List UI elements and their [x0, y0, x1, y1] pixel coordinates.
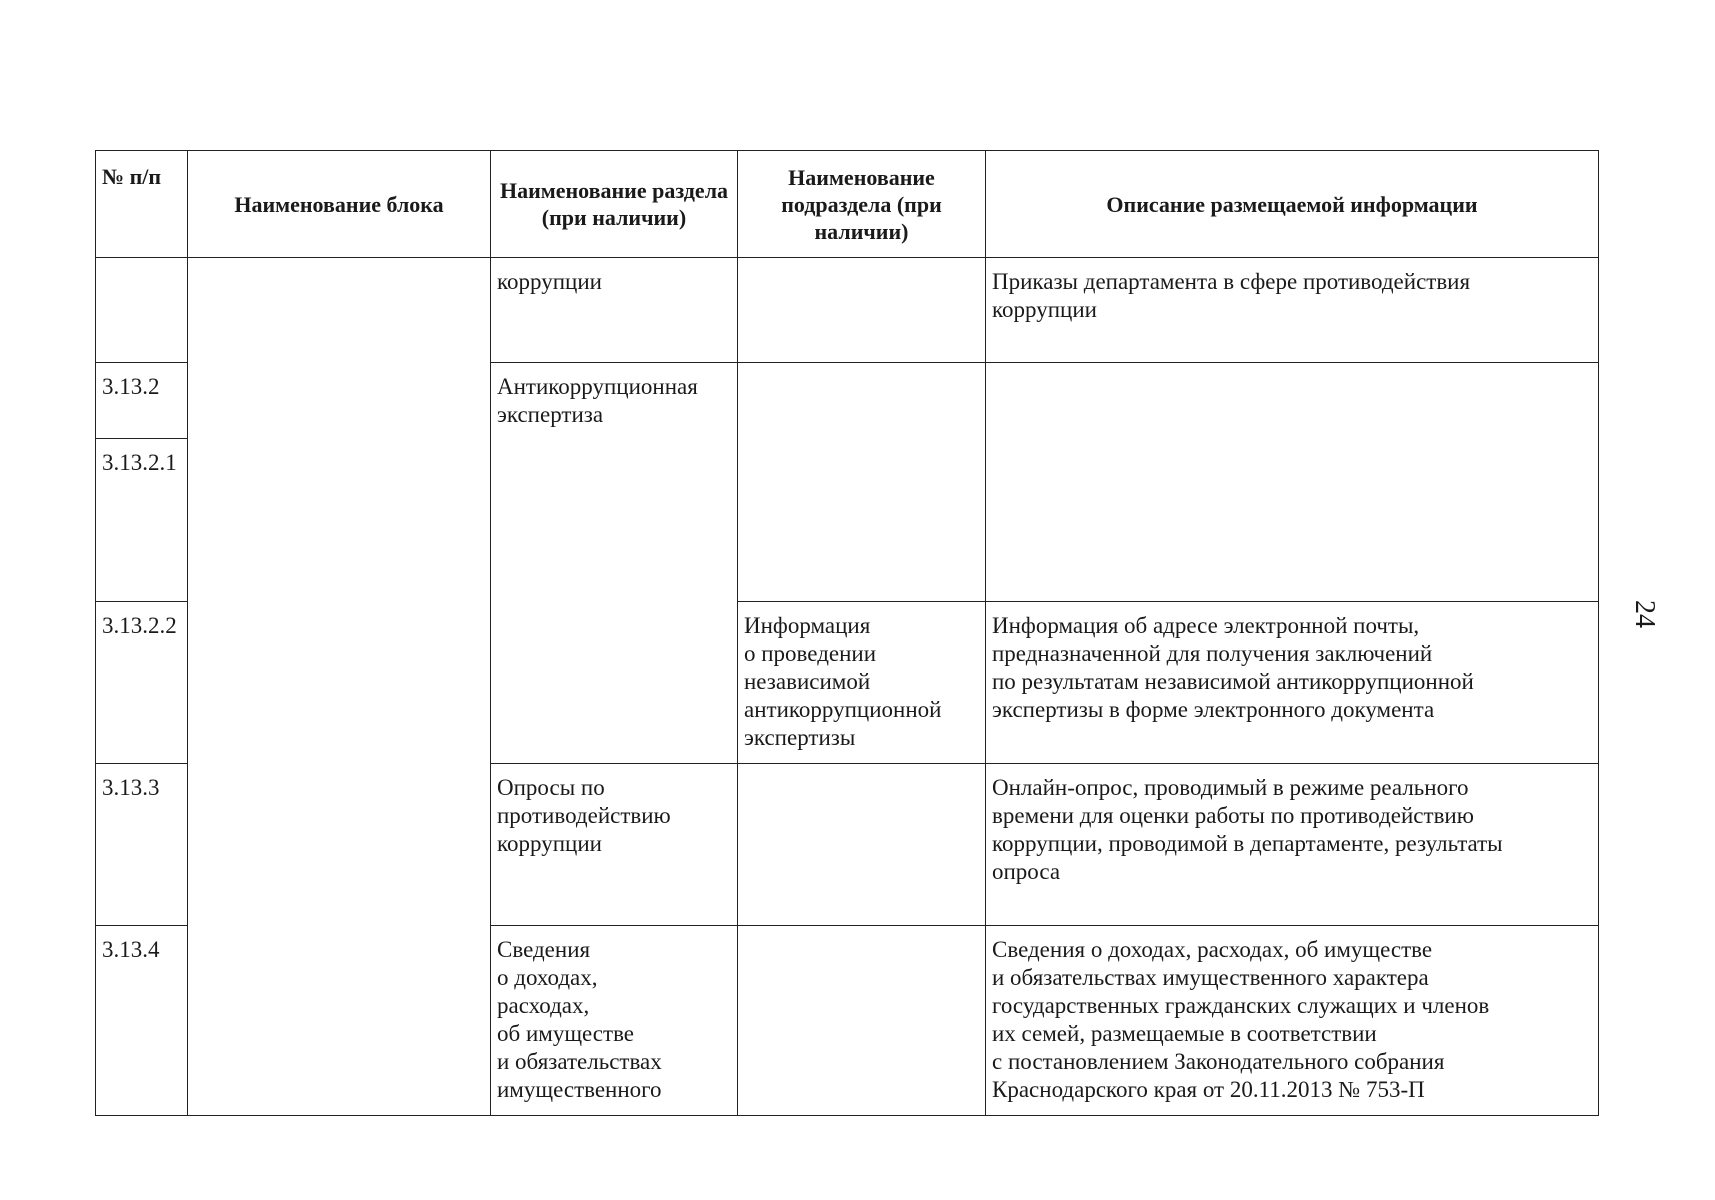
- information-table: [95, 150, 1599, 1116]
- description-cell: Информация об адресе электронной почты, предназначенной для получения заключений по результатам независимой антикоррупционной экспертизы в форме электронного документа: [986, 602, 1599, 764]
- header-section: Наименование раздела (при наличии): [491, 151, 738, 258]
- document-sheet: [95, 150, 1598, 1116]
- description-cell: [986, 363, 1599, 602]
- subsection-cell: [738, 926, 986, 1116]
- block-cell: [188, 258, 491, 1116]
- subsection-cell: Информация о проведении независимой антикоррупционной экспертизы: [738, 602, 986, 764]
- description-cell: Онлайн-опрос, проводимый в режиме реального времени для оценки работы по противодействию коррупции, проводимой в департаменте, результаты опроса: [986, 764, 1599, 926]
- row-num: 3.13.3: [96, 764, 188, 926]
- subsection-cell: [738, 764, 986, 926]
- row-num: 3.13.2.2: [96, 602, 188, 764]
- header-subsection: Наименование подраздела (при наличии): [738, 151, 986, 258]
- row-num: 3.13.2.1: [96, 439, 188, 602]
- table-row: [96, 258, 1599, 363]
- header-block: Наименование блока: [188, 151, 491, 258]
- subsection-cell: [738, 258, 986, 363]
- header-num: № п/п: [96, 151, 188, 258]
- table-header-row: [96, 151, 1599, 258]
- section-cell: Сведения о доходах, расходах, об имуществе и обязательствах имущественного: [491, 926, 738, 1116]
- description-cell: Приказы департамента в сфере противодействия коррупции: [986, 258, 1599, 363]
- header-description: Описание размещаемой информации: [986, 151, 1599, 258]
- section-cell: Антикоррупционная экспертиза: [491, 363, 738, 764]
- section-cell: Опросы по противодействию коррупции: [491, 764, 738, 926]
- description-cell: Сведения о доходах, расходах, об имуществе и обязательствах имущественного характера государственных гражданских служащих и членов их семей, размещаемые в соответствии с постановлением Законодательного собрания Краснодарского края от 20.11.2013 № 753-П: [986, 926, 1599, 1116]
- page-number: 24: [1629, 600, 1660, 628]
- subsection-cell: [738, 363, 986, 602]
- row-num: 3.13.4: [96, 926, 188, 1116]
- section-cell: коррупции: [491, 258, 738, 363]
- row-num: 3.13.2: [96, 363, 188, 439]
- row-num: [96, 258, 188, 363]
